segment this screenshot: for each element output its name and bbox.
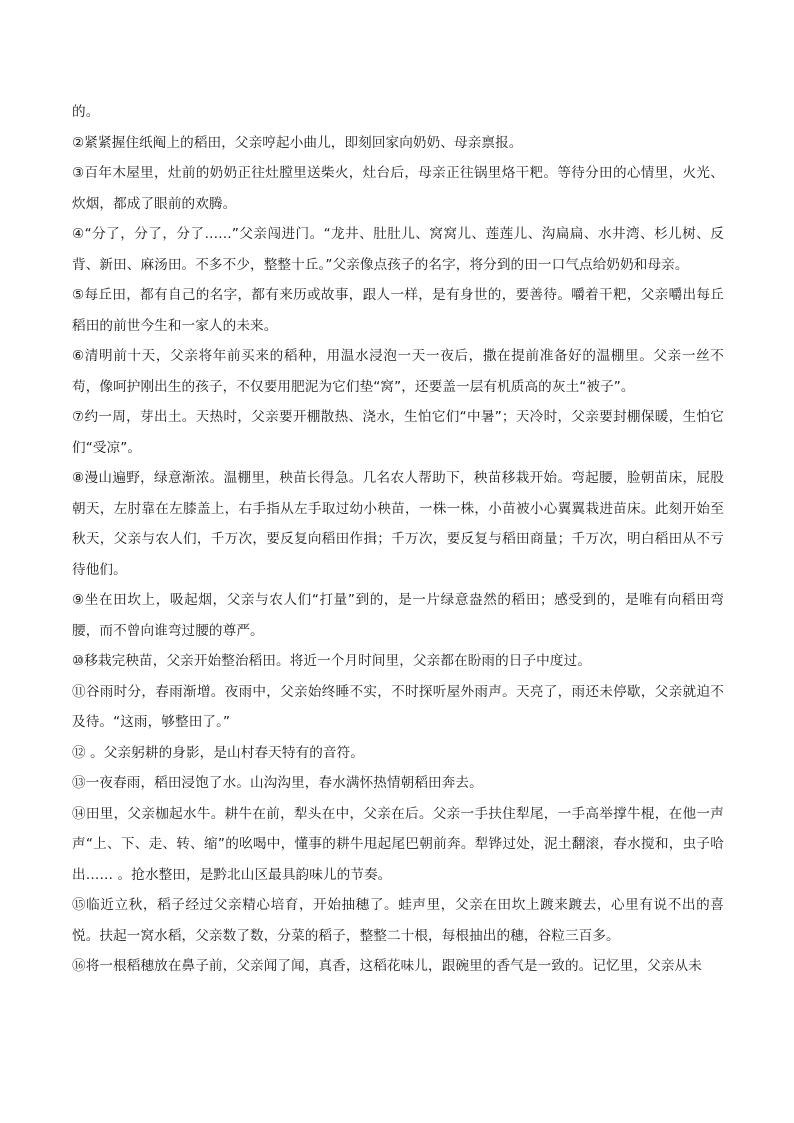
paragraph-5: ⑤每丘田，都有自己的名字，都有来历或故事，跟人一样，是有身世的，要善待。嚼着干粑，父亲嚼出每丘稻田的前世今生和一家人的未来。 [72,287,724,334]
document-body [72,97,724,982]
paragraph-4: ④“分了，分了，分了……”父亲闯进门。“龙井、肚肚儿、窝窝儿、莲莲儿、沟扁扁、水井湾、杉儿树、反背、新田、麻汤田。不多不少，整整十丘。”父亲像点孩子的名字，将分到的田一口气点给奶奶和母亲。 [72,226,724,273]
paragraph-9: ⑨坐在田坎上，吸起烟，父亲与农人们“打量”到的，是一片绿意盎然的稻田；感受到的，是唯有向稻田弯腰，而不曾向谁弯过腰的尊严。 [72,592,724,639]
paragraph-16: ⑯将一根稻穗放在鼻子前，父亲闻了闻，真香，这稻花味儿，跟碗里的香气是一致的。记忆里，父亲从未 [72,958,702,974]
paragraph-13: ⑬一夜春雨，稻田浸饱了水。山沟沟里，春水满怀热情朝稻田奔去。 [72,775,483,791]
paragraph-3: ③百年木屋里，灶前的奶奶正往灶膛里送柴火，灶台后，母亲正往锅里烙干粑。等待分田的心情里，火光、炊烟，都成了眼前的欢腾。 [72,165,724,212]
paragraph-11: ⑪谷雨时分，春雨渐增。夜雨中，父亲始终睡不实，不时探听屋外雨声。天亮了，雨还未停歇，父亲就迫不及待。“这雨，够整田了。” [72,683,724,730]
paragraph-fragment-1: 的。 [72,104,100,120]
paragraph-8: ⑧漫山遍野，绿意渐浓。温棚里，秧苗长得急。几名农人帮助下，秧苗移栽开始。弯起腰，脸朝苗床，屁股朝天，左肘靠在左膝盖上，右手指从左手取过幼小秧苗，一株一株，小苗被小心翼翼栽进苗床。此刻开始至秋天，父亲与农人们，千万次，要反复向稻田作揖；千万次，要反复与稻田商量；千万次，明白稻田从不亏待他们。 [72,470,724,578]
paragraph-6: ⑥清明前十天，父亲将年前买来的稻种，用温水浸泡一天一夜后，撒在提前准备好的温棚里。父亲一丝不苟，像呵护刚出生的孩子，不仅要用肥泥为它们垫“窝”，还要盖一层有机质高的灰土“被子”。 [72,348,724,395]
paragraph-14: ⑭田里，父亲枷起水牛。耕牛在前，犁头在中，父亲在后。父亲一手扶住犁尾，一手高举撑牛棍，在他一声声“上、下、走、转、缩”的吆喝中，懂事的耕牛甩起尾巴朝前奔。犁铧过处，泥土翻滚，春水搅和，虫子哈出…… 。抢水整田，是黔北山区最具韵味儿的节奏。 [72,805,724,883]
paragraph-2: ②紧紧握住纸阄上的稻田，父亲哼起小曲儿，即刻回家向奶奶、母亲禀报。 [72,134,523,151]
paragraph-12: ⑫ 。父亲躬耕的身影，是山村春天特有的音符。 [72,744,364,761]
paragraph-7: ⑦约一周，芽出土。天热时，父亲要开棚散热、浇水，生怕它们“中暑”；天冷时，父亲要封棚保暖，生怕它们“受凉”。 [72,409,724,456]
paragraph-10: ⑩移栽完秧苗，父亲开始整治稻田。将近一个月时间里，父亲都在盼雨的日子中度过。 [72,653,591,669]
paragraph-15: ⑮临近立秋，稻子经过父亲精心培育，开始抽穗了。蛙声里，父亲在田坎上踱来踱去，心里有说不出的喜悦。扶起一窝水稻，父亲数了数，分菜的稻子，整整二十根，每根抽出的穗，谷粒三百多。 [72,897,724,944]
